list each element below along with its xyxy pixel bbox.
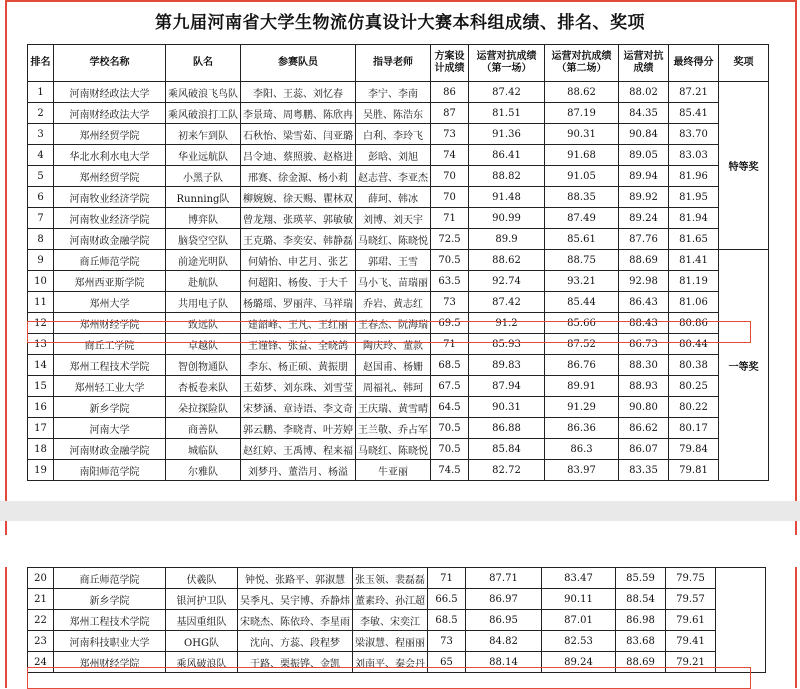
- cell-school: 河南财政金融学院: [54, 439, 166, 460]
- table-row: [28, 355, 769, 376]
- cell-design-score: 65: [428, 652, 466, 673]
- cell-ops-score: 86.98: [616, 610, 666, 631]
- award-cell-continued: [716, 568, 766, 673]
- award-cell-first: 一等奖: [719, 250, 769, 481]
- cell-final-score: 79.81: [669, 460, 719, 481]
- cell-advisors: 马晓红、陈晓悦: [356, 439, 431, 460]
- cell-ops-round2: 89.91: [545, 376, 619, 397]
- cell-ops-score: 89.05: [619, 145, 669, 166]
- cell-advisors: 白利、李玲飞: [356, 124, 431, 145]
- cell-ops-round2: 87.52: [545, 334, 619, 355]
- cell-school: 商丘师范学院: [54, 250, 166, 271]
- page-break-gap: [0, 535, 800, 567]
- cell-ops-round1: 87.42: [469, 292, 545, 313]
- cell-members: 王茹梦、刘东珠、刘雪莹: [241, 376, 356, 397]
- cell-team: 杏板卷来队: [166, 376, 241, 397]
- cell-advisors: 李敏、宋奕江: [353, 610, 428, 631]
- header-ops-round1: 运营对抗成绩（第一场）: [469, 45, 545, 82]
- cell-ops-score: 88.69: [616, 652, 666, 673]
- cell-ops-score: 92.98: [619, 271, 669, 292]
- header-ops-score: 运营对抗成绩: [619, 45, 669, 82]
- cell-ops-score: 89.94: [619, 166, 669, 187]
- page-border-left: [5, 0, 7, 688]
- table-row: [28, 397, 769, 418]
- cell-rank: 1: [28, 82, 54, 103]
- cell-members: 邢赛、徐金源、杨小莉: [241, 166, 356, 187]
- cell-members: 何婧怡、申艺月、张艺: [241, 250, 356, 271]
- cell-members: 宋梦涵、章诗语、李文奇: [241, 397, 356, 418]
- cell-ops-round2: 85.44: [545, 292, 619, 313]
- cell-ops-round2: 87.01: [542, 610, 616, 631]
- cell-final-score: 81.96: [669, 166, 719, 187]
- table-row: [28, 631, 766, 652]
- cell-final-score: 81.95: [669, 187, 719, 208]
- cell-rank: 16: [28, 397, 54, 418]
- cell-team: 乘风破浪队: [166, 652, 238, 673]
- cell-ops-round1: 86.88: [469, 418, 545, 439]
- cell-ops-round2: 86.3: [545, 439, 619, 460]
- cell-advisors: 乔岩、黄志红: [356, 292, 431, 313]
- cell-team: 致远队: [166, 313, 241, 334]
- cell-final-score: 80.44: [669, 334, 719, 355]
- table-row: [28, 652, 766, 673]
- cell-advisors: 周福礼、韩珂: [356, 376, 431, 397]
- cell-advisors: 赵志营、李亚杰: [356, 166, 431, 187]
- cell-design-score: 86: [431, 82, 469, 103]
- cell-ops-round2: 86.76: [545, 355, 619, 376]
- cell-ops-round2: 88.62: [545, 82, 619, 103]
- cell-ops-round1: 91.48: [469, 187, 545, 208]
- cell-ops-round1: 86.95: [466, 610, 542, 631]
- cell-final-score: 87.21: [669, 82, 719, 103]
- cell-school: 郑州财经学院: [54, 313, 166, 334]
- cell-ops-score: 88.93: [619, 376, 669, 397]
- cell-school: 新乡学院: [54, 397, 166, 418]
- cell-final-score: 81.94: [669, 208, 719, 229]
- cell-ops-round2: 87.19: [545, 103, 619, 124]
- cell-ops-score: 88.02: [619, 82, 669, 103]
- cell-advisors: 吴胜、陈浩东: [356, 103, 431, 124]
- cell-members: 李景琦、周粤鹏、陈欣冉: [241, 103, 356, 124]
- table-row: [28, 145, 769, 166]
- cell-design-score: 70.5: [431, 250, 469, 271]
- cell-team: 银河护卫队: [166, 589, 238, 610]
- cell-members: 吴季凡、吴宇博、乔静炜: [238, 589, 353, 610]
- table-row: [28, 568, 766, 589]
- cell-final-score: 80.38: [669, 355, 719, 376]
- cell-final-score: 80.22: [669, 397, 719, 418]
- cell-ops-score: 86.43: [619, 292, 669, 313]
- page-break-band: [0, 501, 800, 521]
- cell-ops-round2: 90.31: [545, 124, 619, 145]
- cell-members: 柳婉婉、徐天赐、瞿林双: [241, 187, 356, 208]
- cell-rank: 6: [28, 187, 54, 208]
- cell-members: 吕令迪、蔡照骏、赵格进: [241, 145, 356, 166]
- cell-ops-score: 89.24: [619, 208, 669, 229]
- cell-rank: 22: [28, 610, 54, 631]
- cell-school: 郑州财经学院: [54, 652, 166, 673]
- results-table-page1: [27, 44, 769, 481]
- cell-ops-round1: 85.84: [469, 439, 545, 460]
- cell-final-score: 83.70: [669, 124, 719, 145]
- cell-team: 城临队: [166, 439, 241, 460]
- cell-school: 郑州西亚斯学院: [54, 271, 166, 292]
- cell-school: 郑州轻工业大学: [54, 376, 166, 397]
- cell-ops-round1: 90.99: [469, 208, 545, 229]
- cell-design-score: 69.5: [431, 313, 469, 334]
- cell-ops-score: 90.84: [619, 124, 669, 145]
- cell-ops-round1: 87.71: [466, 568, 542, 589]
- cell-team: 小黑子队: [166, 166, 241, 187]
- cell-school: 商丘师范学院: [54, 568, 166, 589]
- cell-ops-round2: 91.29: [545, 397, 619, 418]
- cell-rank: 15: [28, 376, 54, 397]
- cell-ops-round2: 87.49: [545, 208, 619, 229]
- cell-school: 河南财政金融学院: [54, 229, 166, 250]
- results-table-page2: [27, 567, 766, 673]
- cell-team: 尔雅队: [166, 460, 241, 481]
- table-row: [28, 292, 769, 313]
- cell-design-score: 74.5: [431, 460, 469, 481]
- table-header-row: [28, 45, 769, 82]
- cell-school: 商丘工学院: [54, 334, 166, 355]
- cell-ops-round2: 82.53: [542, 631, 616, 652]
- cell-ops-score: 88.43: [619, 313, 669, 334]
- cell-design-score: 70.5: [431, 418, 469, 439]
- cell-rank: 23: [28, 631, 54, 652]
- table-row: [28, 166, 769, 187]
- cell-team: 赴航队: [166, 271, 241, 292]
- cell-advisors: 陶庆玲、董款: [356, 334, 431, 355]
- cell-rank: 11: [28, 292, 54, 313]
- cell-rank: 7: [28, 208, 54, 229]
- cell-ops-round1: 82.72: [469, 460, 545, 481]
- cell-team: 乘风破浪飞鸟队: [166, 82, 241, 103]
- cell-team: OHG队: [166, 631, 238, 652]
- cell-design-score: 73: [428, 631, 466, 652]
- cell-ops-score: 83.68: [616, 631, 666, 652]
- cell-rank: 19: [28, 460, 54, 481]
- table-row: [28, 418, 769, 439]
- cell-design-score: 71: [431, 334, 469, 355]
- page-title: 第九届河南省大学生物流仿真设计大赛本科组成绩、排名、奖项: [155, 13, 645, 33]
- table-row: [28, 334, 769, 355]
- header-design-score: 方案设计成绩: [431, 45, 469, 82]
- cell-advisors: 王庆瑞、黄雪晴: [356, 397, 431, 418]
- cell-members: 郭云鹏、李晓青、叶芳婷: [241, 418, 356, 439]
- cell-advisors: 王兰敬、乔占军: [356, 418, 431, 439]
- header-school: 学校名称: [54, 45, 166, 82]
- cell-ops-score: 85.59: [616, 568, 666, 589]
- cell-school: 河南大学: [54, 418, 166, 439]
- cell-rank: 10: [28, 271, 54, 292]
- table-row: [28, 460, 769, 481]
- cell-advisors: 牛亚丽: [356, 460, 431, 481]
- cell-design-score: 87: [431, 103, 469, 124]
- cell-ops-score: 87.76: [619, 229, 669, 250]
- cell-rank: 17: [28, 418, 54, 439]
- cell-members: 王谨锋、张益、全晓鸽: [241, 334, 356, 355]
- cell-ops-round2: 93.21: [545, 271, 619, 292]
- cell-school: 郑州经贸学院: [54, 124, 166, 145]
- cell-school: 河南财经政法大学: [54, 103, 166, 124]
- cell-ops-round1: 91.2: [469, 313, 545, 334]
- cell-team: 卓越队: [166, 334, 241, 355]
- cell-advisors: 郭珺、王雪: [356, 250, 431, 271]
- cell-final-score: 79.57: [666, 589, 716, 610]
- cell-team: 伏羲队: [166, 568, 238, 589]
- cell-members: 赵红婷、王禹博、程来福: [241, 439, 356, 460]
- cell-members: 石秋怡、梁雪茹、闫亚璐: [241, 124, 356, 145]
- cell-ops-score: 86.73: [619, 334, 669, 355]
- cell-ops-round1: 84.82: [466, 631, 542, 652]
- cell-final-score: 79.61: [666, 610, 716, 631]
- table-row: [28, 250, 769, 271]
- cell-ops-round2: 88.35: [545, 187, 619, 208]
- cell-ops-score: 88.69: [619, 250, 669, 271]
- cell-ops-round1: 90.31: [469, 397, 545, 418]
- cell-team: 基因重组队: [166, 610, 238, 631]
- cell-ops-round1: 88.14: [466, 652, 542, 673]
- cell-rank: 18: [28, 439, 54, 460]
- cell-final-score: 81.65: [669, 229, 719, 250]
- cell-ops-round1: 86.97: [466, 589, 542, 610]
- cell-school: 新乡学院: [54, 589, 166, 610]
- cell-members: 沈向、方蕊、段程梦: [238, 631, 353, 652]
- cell-rank: 3: [28, 124, 54, 145]
- cell-advisors: 彭晗、刘旭: [356, 145, 431, 166]
- cell-final-score: 80.25: [669, 376, 719, 397]
- table-row: [28, 82, 769, 103]
- table-row: [28, 124, 769, 145]
- cell-members: 建韶峰、王凡、王红丽: [241, 313, 356, 334]
- table-row: [28, 229, 769, 250]
- cell-ops-round2: 85.61: [545, 229, 619, 250]
- table-row: [28, 439, 769, 460]
- cell-design-score: 63.5: [431, 271, 469, 292]
- cell-final-score: 79.84: [669, 439, 719, 460]
- cell-team: 共用电子队: [166, 292, 241, 313]
- table-row: [28, 610, 766, 631]
- cell-ops-score: 88.30: [619, 355, 669, 376]
- cell-ops-score: 86.07: [619, 439, 669, 460]
- cell-ops-round1: 87.42: [469, 82, 545, 103]
- cell-ops-round2: 83.97: [545, 460, 619, 481]
- cell-final-score: 79.21: [666, 652, 716, 673]
- table-row: [28, 313, 769, 334]
- cell-ops-score: 90.80: [619, 397, 669, 418]
- cell-team: 智创物通队: [166, 355, 241, 376]
- cell-rank: 13: [28, 334, 54, 355]
- cell-school: 郑州经贸学院: [54, 166, 166, 187]
- cell-school: 河南财经政法大学: [54, 82, 166, 103]
- cell-ops-round1: 91.36: [469, 124, 545, 145]
- cell-final-score: 79.75: [666, 568, 716, 589]
- cell-final-score: 85.41: [669, 103, 719, 124]
- cell-school: 河南科技职业大学: [54, 631, 166, 652]
- cell-design-score: 74: [431, 145, 469, 166]
- cell-design-score: 70: [431, 187, 469, 208]
- cell-ops-round1: 89.83: [469, 355, 545, 376]
- cell-design-score: 66.5: [428, 589, 466, 610]
- cell-design-score: 70: [431, 166, 469, 187]
- cell-ops-score: 84.35: [619, 103, 669, 124]
- cell-ops-score: 86.62: [619, 418, 669, 439]
- cell-ops-round1: 88.82: [469, 166, 545, 187]
- header-award: 奖项: [719, 45, 769, 82]
- cell-design-score: 67.5: [431, 376, 469, 397]
- cell-members: 杨璐瑶、罗丽萍、马祥瑞: [241, 292, 356, 313]
- header-members: 参赛队员: [241, 45, 356, 82]
- cell-advisors: 刘南平、秦会丹: [353, 652, 428, 673]
- cell-advisors: 李宁、李南: [356, 82, 431, 103]
- cell-advisors: 马小飞、苗瑞丽: [356, 271, 431, 292]
- header-final-score: 最终得分: [669, 45, 719, 82]
- cell-school: 河南牧业经济学院: [54, 187, 166, 208]
- cell-rank: 24: [28, 652, 54, 673]
- cell-design-score: 72.5: [431, 229, 469, 250]
- cell-design-score: 71: [431, 208, 469, 229]
- cell-rank: 14: [28, 355, 54, 376]
- cell-ops-round2: 83.47: [542, 568, 616, 589]
- cell-ops-round1: 92.74: [469, 271, 545, 292]
- page-border-right: [795, 0, 797, 688]
- cell-ops-round1: 81.51: [469, 103, 545, 124]
- cell-rank: 12: [28, 313, 54, 334]
- cell-ops-score: 88.54: [616, 589, 666, 610]
- header-advisors: 指导老师: [356, 45, 431, 82]
- cell-advisors: 梁淑慧、程丽丽: [353, 631, 428, 652]
- cell-team: 博弈队: [166, 208, 241, 229]
- cell-final-score: 83.03: [669, 145, 719, 166]
- cell-ops-round1: 87.94: [469, 376, 545, 397]
- cell-school: 郑州工程技术学院: [54, 610, 166, 631]
- cell-team: Running队: [166, 187, 241, 208]
- table-row: [28, 271, 769, 292]
- cell-design-score: 73: [431, 292, 469, 313]
- cell-members: 于路、栗振铧、金凯: [238, 652, 353, 673]
- cell-members: 何超阳、杨俊、于大千: [241, 271, 356, 292]
- cell-members: 曾龙翔、张瑛苹、郭敏敏: [241, 208, 356, 229]
- cell-ops-round1: 89.9: [469, 229, 545, 250]
- cell-final-score: 81.41: [669, 250, 719, 271]
- cell-ops-round2: 91.05: [545, 166, 619, 187]
- cell-members: 宋晓杰、陈依玲、李星雨: [238, 610, 353, 631]
- table-row: [28, 187, 769, 208]
- cell-ops-round1: 88.62: [469, 250, 545, 271]
- cell-team: 脑袋空空队: [166, 229, 241, 250]
- cell-team: 华业远航队: [166, 145, 241, 166]
- cell-team: 乘风破浪打工队: [166, 103, 241, 124]
- cell-members: 钟悦、张路平、郭淑慧: [238, 568, 353, 589]
- cell-ops-round1: 86.41: [469, 145, 545, 166]
- cell-design-score: 64.5: [431, 397, 469, 418]
- cell-advisors: 刘博、刘天宇: [356, 208, 431, 229]
- cell-design-score: 70.5: [431, 439, 469, 460]
- page-border-top: [5, 0, 797, 2]
- cell-team: 初来乍到队: [166, 124, 241, 145]
- header-team: 队名: [166, 45, 241, 82]
- cell-members: 刘梦丹、董浩月、杨溢: [241, 460, 356, 481]
- cell-design-score: 73: [431, 124, 469, 145]
- cell-advisors: 赵国甫、杨姗: [356, 355, 431, 376]
- cell-final-score: 80.86: [669, 313, 719, 334]
- cell-members: 李阳、王蕊、刘忆春: [241, 82, 356, 103]
- cell-team: 前途光明队: [166, 250, 241, 271]
- cell-ops-round1: 85.93: [469, 334, 545, 355]
- cell-rank: 9: [28, 250, 54, 271]
- table-row: [28, 589, 766, 610]
- header-ops-round2: 运营对抗成绩（第二场）: [545, 45, 619, 82]
- cell-final-score: 79.41: [666, 631, 716, 652]
- cell-ops-score: 89.92: [619, 187, 669, 208]
- table-row: [28, 376, 769, 397]
- cell-advisors: 马晓红、陈晓悦: [356, 229, 431, 250]
- award-cell-special: 特等奖: [719, 82, 769, 250]
- cell-advisors: 王春杰、阮海瑞: [356, 313, 431, 334]
- cell-ops-round2: 88.75: [545, 250, 619, 271]
- cell-rank: 2: [28, 103, 54, 124]
- cell-design-score: 68.5: [431, 355, 469, 376]
- cell-advisors: 张玉领、裴磊磊: [353, 568, 428, 589]
- cell-school: 华北水利水电大学: [54, 145, 166, 166]
- cell-school: 郑州大学: [54, 292, 166, 313]
- cell-design-score: 71: [428, 568, 466, 589]
- cell-ops-round2: 86.36: [545, 418, 619, 439]
- cell-ops-round2: 89.24: [542, 652, 616, 673]
- cell-team: 朵拉探险队: [166, 397, 241, 418]
- cell-school: 郑州工程技术学院: [54, 355, 166, 376]
- cell-rank: 21: [28, 589, 54, 610]
- cell-ops-round2: 91.68: [545, 145, 619, 166]
- cell-rank: 8: [28, 229, 54, 250]
- cell-rank: 20: [28, 568, 54, 589]
- table-row: [28, 103, 769, 124]
- cell-rank: 5: [28, 166, 54, 187]
- cell-ops-score: 83.35: [619, 460, 669, 481]
- cell-final-score: 81.06: [669, 292, 719, 313]
- cell-school: 南阳师范学院: [54, 460, 166, 481]
- cell-advisors: 薛珂、韩冰: [356, 187, 431, 208]
- cell-members: 王克璐、李奕安、韩静磊: [241, 229, 356, 250]
- cell-members: 李东、杨正硕、黄振朋: [241, 355, 356, 376]
- cell-ops-round2: 85.66: [545, 313, 619, 334]
- cell-rank: 4: [28, 145, 54, 166]
- cell-school: 河南牧业经济学院: [54, 208, 166, 229]
- cell-final-score: 81.19: [669, 271, 719, 292]
- cell-final-score: 80.17: [669, 418, 719, 439]
- cell-advisors: 董素玲、孙江超: [353, 589, 428, 610]
- cell-team: 商善队: [166, 418, 241, 439]
- header-rank: 排名: [28, 45, 54, 82]
- table-row: [28, 208, 769, 229]
- cell-design-score: 68.5: [428, 610, 466, 631]
- cell-ops-round2: 90.11: [542, 589, 616, 610]
